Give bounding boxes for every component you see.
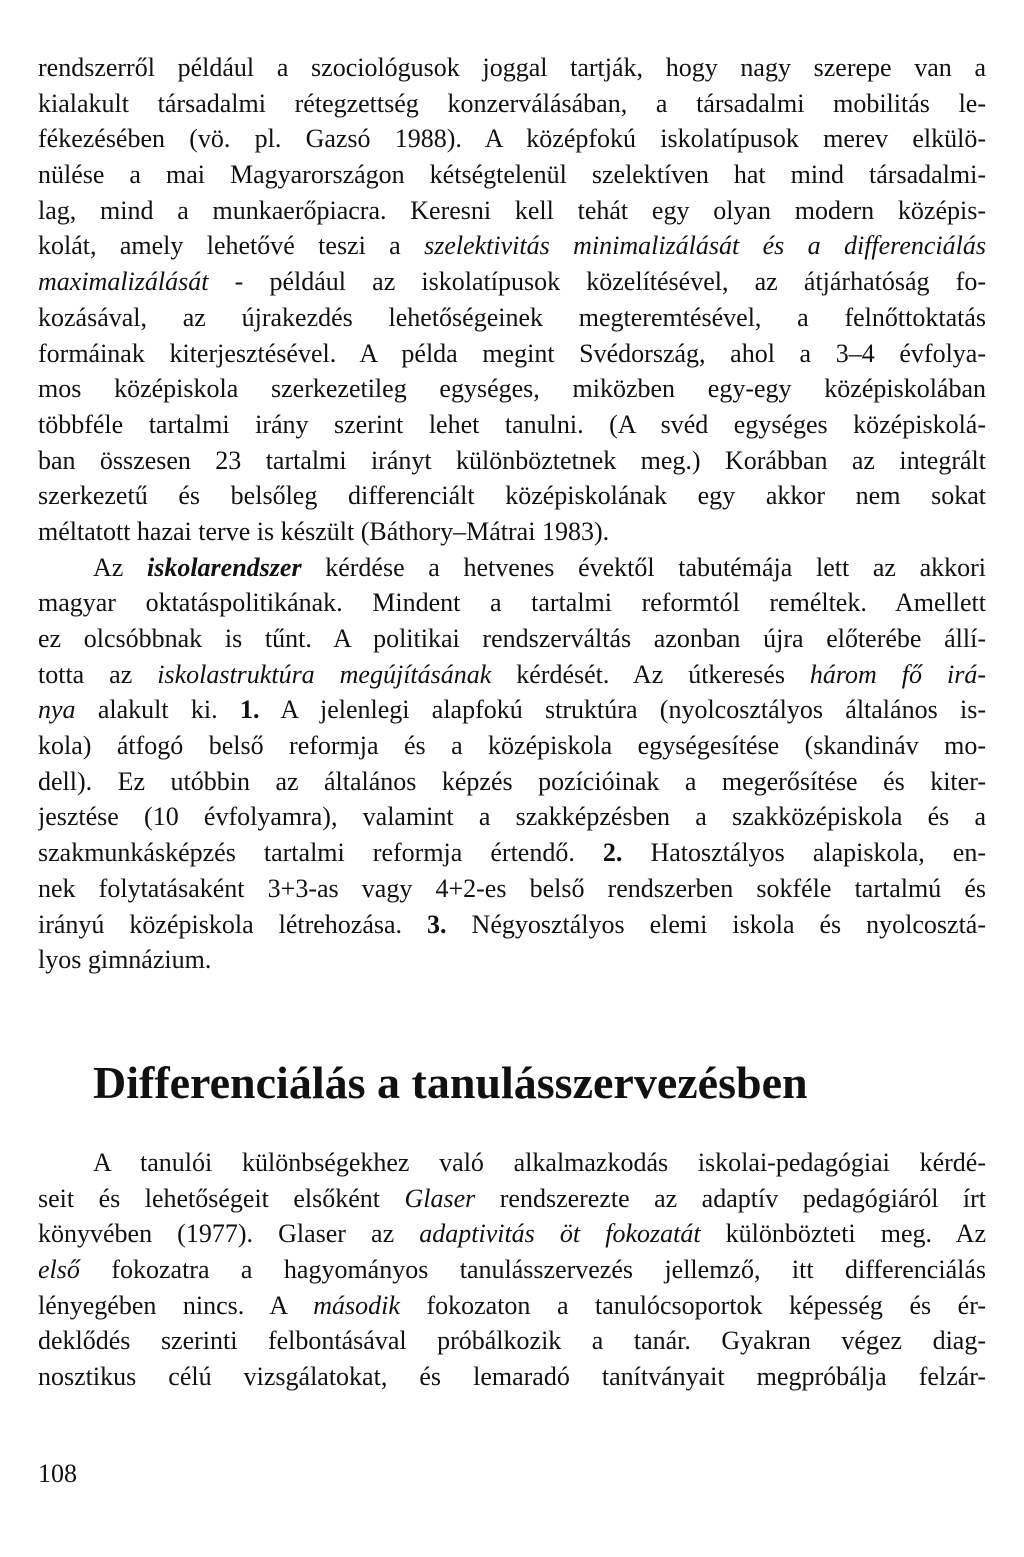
text-line <box>38 193 986 229</box>
text-run: rendszerezte az adaptív pedagógiáról írt <box>475 1183 986 1213</box>
text-run: kérdését. Az útkeresés <box>491 659 810 689</box>
page-number: 108 <box>38 1459 77 1488</box>
text-run: fékezésében (vö. pl. Gazsó 1988). A középfokú iskolatípusok merev elkülö- <box>38 124 986 154</box>
text-line <box>38 300 986 336</box>
text-run: lényegében nincs. A <box>38 1290 314 1320</box>
text-run: dell). Ez utóbbin az általános képzés pozícióinak a megerősítése és kiter- <box>38 766 986 796</box>
text-run: szerkezetű és belsőleg differenciált középiskolának egy akkor nem sokat <box>38 481 986 511</box>
text-line <box>38 657 986 693</box>
text-run: lag, mind a munkaerőpiacra. Keresni kell tehát egy olyan modern középis- <box>38 195 986 225</box>
text-run: jesztése (10 évfolyamra), valamint a szakképzésben a szakközépiskola és a <box>38 802 986 832</box>
text-line <box>38 228 986 264</box>
text-run: kozásával, az újrakezdés lehetőségeinek megteremtésével, a felnőttoktatás <box>38 302 986 332</box>
text-run: ban összesen 23 tartalmi irányt különböztetnek meg.) Korábban az integrált <box>38 445 986 475</box>
text-line <box>38 50 986 86</box>
text-column-top <box>38 50 986 978</box>
text-run: szakmunkásképzés tartalmi reformja értendő. <box>38 838 603 868</box>
text-line <box>38 1359 986 1395</box>
text-run: deklődés szerinti felbontásával próbálkozik a tanár. Gyakran végez diag- <box>38 1326 986 1356</box>
text-run: kolát, amely lehetővé teszi a <box>38 231 425 261</box>
bold-italic-text-run: iskolarendszer <box>146 552 302 582</box>
italic-text-run: Glaser <box>404 1183 476 1213</box>
text-run: különbözteti meg. Az <box>700 1219 986 1249</box>
text-line <box>38 907 986 943</box>
text-run: formáinak kiterjesztésével. A példa megint Svédország, ahol a 3–4 évfolya- <box>38 338 986 368</box>
text-run: A jelenlegi alapfokú struktúra (nyolcosztályos általános is- <box>259 695 986 725</box>
text-run: fokozaton a tanulócsoportok képesség és ér- <box>399 1290 986 1320</box>
text-line <box>38 1181 986 1217</box>
italic-text-run: nya <box>38 695 76 725</box>
text-line <box>38 264 986 300</box>
text-line <box>38 799 986 835</box>
text-run: irányú középiskola létrehozása. <box>38 909 428 939</box>
text-run: könyvében (1977). Glaser az <box>38 1219 420 1249</box>
text-line <box>38 728 986 764</box>
text-run: nek folytatásaként 3+3-as vagy 4+2-es belső rendszerben sokféle tartalmú és <box>38 873 986 903</box>
text-line <box>38 1216 986 1252</box>
italic-text-run: maximalizálását <box>38 267 209 297</box>
text-run: totta az <box>38 659 158 689</box>
text-run: alakult ki. <box>75 695 240 725</box>
text-run: seit és lehetőségeit elsőként <box>38 1183 405 1213</box>
text-run: Az <box>93 552 147 582</box>
text-line <box>38 1145 986 1181</box>
italic-text-run: iskolastruktúra megújításának <box>157 659 492 689</box>
text-run: kérdése a hetvenes évektől tabutémája lett az akkori <box>301 552 986 582</box>
text-run: mos középiskola szerkezetileg egységes, miközben egy-egy középiskolában <box>38 374 986 404</box>
text-run: ez olcsóbbnak is tűnt. A politikai rendszerváltás azonban újra előterébe állí- <box>38 624 986 653</box>
text-run: - például az iskolatípusok közelítésével, az átjárhatóság fo- <box>208 267 986 297</box>
text-line <box>38 692 986 728</box>
italic-text-run: adaptivitás öt fokozatát <box>419 1219 701 1249</box>
text-line <box>38 336 986 372</box>
text-line <box>38 621 986 657</box>
italic-text-run: szelektivitás minimalizálását és a differenciálás <box>424 231 986 261</box>
text-line <box>38 443 986 479</box>
italic-text-run: három fő irá- <box>809 659 986 689</box>
text-line <box>38 86 986 122</box>
section-heading: Differenciálás a tanulásszervezésben <box>93 1057 808 1108</box>
text-line <box>38 764 986 800</box>
bold-text-run: 1. <box>239 695 260 725</box>
text-line <box>38 585 986 621</box>
text-run: nülése a mai Magyarországon kétségtelenül szelektíven hat mind társadalmi- <box>38 160 986 190</box>
text-line <box>38 835 986 871</box>
paragraph-school-system <box>38 550 986 978</box>
text-run: rendszerről például a szociológusok joggal tartják, hogy nagy szerepe van a <box>38 53 986 82</box>
text-line <box>38 550 986 586</box>
text-run: fokozatra a hagyományos tanulásszervezés jellemző, itt differenciálás <box>79 1255 986 1285</box>
italic-text-run: második <box>313 1290 400 1320</box>
text-run: kola) átfogó belső reformja és a középiskola egységesítése (skandináv mo- <box>38 731 986 761</box>
text-run: többféle tartalmi irány szerint lehet tanulni. (A svéd egységes középiskolá- <box>38 409 986 439</box>
text-run: magyar oktatáspolitikának. Mindent a tartalmi reformtól reméltek. Amellett <box>38 588 986 618</box>
text-line <box>38 157 986 193</box>
text-run: méltatott hazai terve is készült (Báthory–Mátrai 1983). <box>38 516 610 546</box>
text-run: lyos gimnázium. <box>38 945 212 975</box>
text-line <box>38 942 986 978</box>
text-line <box>38 1323 986 1359</box>
paragraph-continued <box>38 50 986 550</box>
text-run: Hatosztályos alapiskola, en- <box>622 838 986 868</box>
italic-text-run: első <box>38 1255 80 1285</box>
bold-text-run: 3. <box>427 909 447 939</box>
text-line <box>38 1288 986 1324</box>
text-run: nosztikus célú vizsgálatokat, és lemaradó tanítványait megpróbálja felzár- <box>38 1362 986 1392</box>
text-run: Négyosztályos elemi iskola és nyolcosztá- <box>446 909 986 939</box>
text-line <box>38 121 986 157</box>
text-run: kialakult társadalmi rétegzettség konzerválásában, a társadalmi mobilitás le- <box>38 88 986 118</box>
paragraph-adaptive-pedagogy <box>38 1145 986 1395</box>
text-line <box>38 514 986 550</box>
bold-text-run: 2. <box>602 838 623 868</box>
text-line <box>38 478 986 514</box>
text-line <box>38 1252 986 1288</box>
text-line <box>38 407 986 443</box>
text-line <box>38 371 986 407</box>
text-column-bottom <box>38 1145 986 1395</box>
text-run: A tanulói különbségekhez való alkalmazkodás iskolai-pedagógiai kérdé- <box>93 1148 986 1177</box>
text-line <box>38 871 986 907</box>
